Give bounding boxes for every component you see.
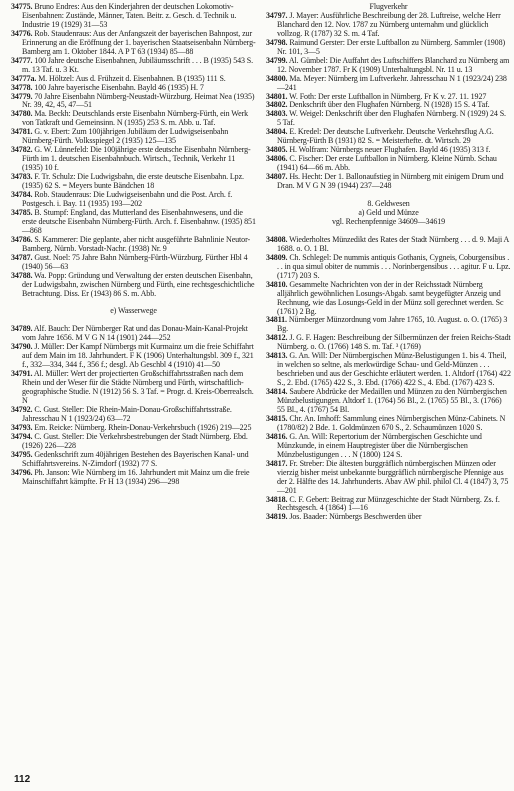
entry-number: 34780. xyxy=(11,109,33,119)
entry-text: Gesammelte Nachrichten von der in der Reichsstadt Nürnberg alljährlich gewöhnlichen Losungs-Abgab. samt beygefügter Anzeig und Rechnung, wie das Losungs-Geld in der Münz soll gerechnet werden. Sc (1761) 2 Bg. xyxy=(277,279,504,316)
entry-text: Al. Müller: Wert der projectierten Großschiffahrtsstraßen nach dem Rhein und der Weser für die Städte Nürnberg und Fürth, wirtschaftlich-geographische Studie. N (1912) 56 S. 3 Taf. = Progr. d. Kreis-Oberrealsch. N xyxy=(22,369,254,406)
entry-text: Hs. Hecht: Der 1. Ballonaufstieg in Nürnberg mit einigem Drum und Dran. M V G N 39 (1944) 237—248 xyxy=(277,172,504,191)
bibliography-entry xyxy=(266,334,511,352)
entry-text: Bruno Endres: Aus den Kinderjahren der deutschen Lokomotiv-Eisenbahnen: Zustände, Männer, Taten. Beitr. z. Gesch. d. Technik u. Industrie 19 (1929) 31—53 xyxy=(22,2,237,29)
entry-number: 34779. xyxy=(11,91,33,101)
bibliography-entry xyxy=(266,388,511,415)
entry-text: W. Foth: Der erste Luftballon in Nürnberg. Fr K v. 27. 11. 1927 xyxy=(289,91,487,101)
bibliography-entry xyxy=(11,146,256,173)
entry-text: J. Müller: Der Kampf Nürnbergs mit Kurmainz um die freie Schiffahrt auf dem Main im 18. Jahrhundert. F K (1906) Unterhaltungsbl. 309 f., 321 f., 332—334, 344 f., 356 f.; desgl. Ab Geschbl 4 (1910) 41—50 xyxy=(22,342,254,370)
bibliography-entry xyxy=(11,254,256,272)
entry-text: Gedenkschrift zum 40jährigen Bestehen des Bayerischen Kanal- und Schiffahrtsvereins. N-Zirndorf (1932) 77 S. xyxy=(22,449,249,468)
entry-number: 34811. xyxy=(266,315,287,325)
bibliography-entry xyxy=(11,173,256,191)
entry-number: 34792. xyxy=(11,404,33,414)
entry-text: S. Kammerer: Die geplante, aber nicht ausgeführte Bahnlinie Neutor-Bamberg. Nürnb. Vorstadt-Nachr. (1938) Nr. 9 xyxy=(22,234,251,253)
entry-text: Denkschrift über den Flughafen Nürnberg. N (1928) 15 S. 4 Taf. xyxy=(289,100,490,110)
section-heading-air-traffic: Flugverkehr xyxy=(369,2,408,11)
bibliography-entry xyxy=(266,12,511,39)
entry-text: F. Tr. Schulz: Die Ludwigsbahn, die erste deutsche Eisenbahn. Lpz. (1935) 62 S. = Meyers bunte Bändchen 18 xyxy=(22,172,244,191)
entry-number: 34781. xyxy=(11,127,33,137)
entry-number: 34812. xyxy=(266,333,288,343)
bibliography-entry xyxy=(266,513,511,522)
entry-number: 34814. xyxy=(266,387,288,397)
entry-number: 34788. xyxy=(11,270,33,280)
entry-text: G. An. Will: Der Nürnbergischen Münz-Belustigungen 1. bis 4. Theil, in welchen so seltne, als merkwürdige Schau- und Geld-Münzen . . . beschrieben und aus der Geschichte erläutert werden. 1. Altdorf (1764) 422 S., 2. Ebd. (1765) 422 S., 3. Ebd. (1766) 422 S., 4. Ebd. (1767) 423 S. xyxy=(277,351,511,388)
entry-text: Al. Gümbel: Die Auffahrt des Luftschiffers Blanchard zu Nürnberg am 12. November 1787. Fr K (1909) Unterhaltungsbl. Nr. 11 u. 13 xyxy=(277,55,510,74)
bibliography-entry xyxy=(11,406,256,424)
entry-number: 34794. xyxy=(11,431,33,441)
entry-number: 34819. xyxy=(266,512,288,522)
bibliography-entry xyxy=(11,191,256,209)
entry-text: G. W. Lünnefeld: Die 100jährige erste deutsche Eisenbahn Nürnberg-Fürth im 1. deutschen Eisenbahnbuch. Wirtsch., Technik, Verkehr 11 (1935) 10 f. xyxy=(22,145,251,173)
entry-text: Ph. Janson: Wie Nürnberg im 16. Jahrhundert mit Mainz um die freie Mainschiffahrt kämpfte. Fr H 13 (1934) 296—298 xyxy=(22,467,250,486)
entry-text: C. Fischer: Der erste Luftballon in Nürnberg. Kleine Nürnb. Schau (1941) 64—66 m. Abb. xyxy=(277,154,497,173)
entry-text: 70 Jahre Eisenbahn Nürnberg-Neustadt-Würzburg. Heimat Nea (1935) Nr. 39, 42, 45, 47—51 xyxy=(22,91,255,110)
entry-number: 34813. xyxy=(266,351,288,361)
entry-number: 34790. xyxy=(11,342,33,352)
entry-text: Jos. Baader: Nürnbergs Beschwerden über xyxy=(289,512,422,522)
bibliography-entry xyxy=(11,110,256,128)
bibliography-entry xyxy=(266,75,511,93)
entry-text: Saubere Abdrücke der Medaillen und Münzen zu den Nürnbergischen Münzbelustigungen. Altdorf 1. (1764) 56 Bl., 2. (1765) 55 Bl., 3. (1766) 55 Bl., 4. (1767) 54 Bl. xyxy=(277,387,507,414)
entry-number: 34801. xyxy=(266,91,288,101)
bibliography-entry xyxy=(11,3,256,30)
entry-number: 34783. xyxy=(11,172,33,182)
entry-text: Wiederholtes Münzedikt des Rates der Stadt Nürnberg . . . d. 9. Maji A 1688. o. O. 1 Bl. xyxy=(277,234,509,253)
bibliography-entry xyxy=(11,433,256,451)
bibliography-entry xyxy=(11,128,256,146)
entry-number: 34816. xyxy=(266,431,288,441)
bibliography-entry xyxy=(11,469,256,487)
entry-text: Ma. Meyer: Nürnberg im Luftverkehr. Jahresschau N 1 (1923/24) 238—241 xyxy=(277,73,507,92)
entry-number: 34796. xyxy=(11,467,33,477)
entry-number: 34797. xyxy=(266,10,288,20)
right-column xyxy=(266,3,511,522)
entry-number: 34805. xyxy=(266,145,288,155)
entry-number: 34810. xyxy=(266,279,288,289)
bibliography-entry xyxy=(266,173,511,191)
entry-text: Chr. An. Imhoff: Sammlung eines Nürnbergischen Münz-Cabinets. N (1780/82) 2 Bde. 1. Goldmünzen 670 S., 2. Schaumünzen 1020 S. xyxy=(277,413,506,432)
bibliography-entry xyxy=(266,57,511,75)
bibliography-entry xyxy=(266,254,511,281)
subsection-reference: vgl. Rechenpfennige 34609—34619 xyxy=(331,216,446,226)
entry-text: M. Höltzel: Aus d. Frühzeit d. Eisenbahnen. B (1935) 111 S. xyxy=(38,73,226,83)
bibliography-entry xyxy=(266,110,511,128)
entry-text: Em. Reicke: Nürnberg. Rhein-Donau-Verkehrsbuch (1926) 219—225 xyxy=(34,422,252,432)
entry-number: 34787. xyxy=(11,252,33,262)
entry-text: Rob. Staudenraus: Aus der Anfangszeit der bayerischen Bahnpost, zur Erinnerung an die Eröffnung der 1. bayerischen Staatseisenbahn Nürnberg-Bamberg am 1. Oktober 1844. A P T 63 (1934) 85—88 xyxy=(22,28,256,56)
page-number: 112 xyxy=(14,774,31,785)
bibliography-entry xyxy=(266,496,511,514)
bibliography-entry xyxy=(266,39,511,57)
entry-text: B. Stumpf: England, das Mutterland des Eisenbahnwesens, und die erste deutsche Eisenbahn Nürnberg-Fürth. Arch. f. Eisenbahnw. (1935) 851—868 xyxy=(22,207,256,235)
entry-number: 34795. xyxy=(11,449,33,459)
entry-number: 34777. xyxy=(11,55,33,65)
entry-number: 34786. xyxy=(11,234,33,244)
bibliography-entry xyxy=(266,415,511,433)
entry-number: 34802. xyxy=(266,100,288,110)
entry-text: Ch. Schlegel: De nummis antiquis Gothanis, Cygneis, Coburgensibus . . . in qua simul obiter de nummis . . . Norinbergensibus . . . agitur. F u. Lpz. (1717) 203 S. xyxy=(277,252,511,280)
bibliography-entry xyxy=(11,325,256,343)
entry-number: 34784. xyxy=(11,190,33,200)
bibliography-entry xyxy=(266,460,511,496)
subsection-subtitle: a) Geld und Münze xyxy=(358,207,419,217)
waterway-entries xyxy=(11,325,256,486)
railway-entries xyxy=(11,3,256,298)
section-heading-waterways: e) Wasserwege xyxy=(110,306,157,316)
bibliography-entry xyxy=(11,57,256,75)
entry-number: 34776. xyxy=(11,28,33,38)
coinage-entries xyxy=(266,236,511,523)
bibliography-entry xyxy=(11,370,256,406)
entry-number: 34799. xyxy=(266,55,288,65)
entry-number: 34815. xyxy=(266,413,288,423)
entry-text: J. G. F. Hagen: Beschreibung der Silbermünzen der freien Reichs-Stadt Nürnberg. o. O. (1766) 148 S. m. Taf. ³ (1769) xyxy=(277,333,511,352)
entry-number: 34785. xyxy=(11,207,33,217)
entry-text: C. Gust. Steller: Die Verkehrsbestrebungen der Stadt Nürnberg. Ebd. (1926) 226—228 xyxy=(22,431,248,450)
entry-text: E. Kredel: Der deutsche Luftverkehr. Deutsche Verkehrsflug A.G. Nürnberg-Fürth B (1931) 82 S. = Meisterhefte. dt. Wirtsch. 29 xyxy=(277,127,494,146)
bibliography-entry xyxy=(11,343,256,370)
entry-text: Rob. Staudenraus: Die Ludwigseisenbahn und die Post. Arch. f. Postgesch. i. Bay. 11 (1935) 193—202 xyxy=(22,190,233,208)
bibliography-entry xyxy=(11,93,256,111)
entry-text: Gust. Noel: 75 Jahre Bahn Nürnberg-Fürth-Würzburg. Fürther Hbl 4 (1940) 56—63 xyxy=(22,252,248,271)
left-column xyxy=(11,3,256,487)
bibliography-entry xyxy=(266,352,511,388)
entry-number: 34818. xyxy=(266,494,288,504)
entry-number: 34775. xyxy=(11,2,33,11)
entry-number: 34800. xyxy=(266,73,288,83)
entry-text: Ma. Beckh: Deutschlands erste Eisenbahn Nürnberg-Fürth, ein Werk von Tatkraft und Gemeinsinn. N (1935) 253 S. m. Abb. u. Taf. xyxy=(22,109,249,128)
entry-number: 34807. xyxy=(266,172,288,182)
bibliography-entry xyxy=(266,433,511,460)
entry-text: G. v. Ebert: Zum 100jährigen Jubiläum der Ludwigseisenbahn Nürnberg-Fürth. Volksspiegel 2 (1935) 125—135 xyxy=(22,127,229,146)
bibliography-entry xyxy=(266,155,511,173)
entry-number: 34806. xyxy=(266,154,288,164)
entry-text: Raimund Gerster: Der erste Luftballon zu Nürnberg. Sammler (1908) Nr. 101, 3—5 xyxy=(277,37,506,56)
entry-number: 34817. xyxy=(266,458,288,468)
bibliography-entry xyxy=(266,128,511,146)
entry-number: 34793. xyxy=(11,422,33,432)
entry-number: 34777a. xyxy=(11,73,37,83)
entry-number: 34808. xyxy=(266,234,288,244)
bibliography-entry xyxy=(11,236,256,254)
entry-number: 34803. xyxy=(266,109,288,119)
entry-text: Alf. Bauch: Der Nürnberger Rat und das Donau-Main-Kanal-Projekt vom Jahre 1656. M V G N 14 (1901) 244—252 xyxy=(22,324,248,343)
entry-number: 34778. xyxy=(11,82,33,92)
bibliography-entry xyxy=(11,209,256,236)
entry-text: 100 Jahre bayerische Eisenbahn. Bayld 46 (1935) H. 7 xyxy=(34,82,204,92)
entry-number: 34798. xyxy=(266,37,288,47)
entry-number: 34804. xyxy=(266,127,288,137)
entry-text: Nürnberger Münzordnung vom Jahre 1765, 10. August. o. O. (1765) 3 Bg. xyxy=(277,315,508,334)
bibliography-entry xyxy=(11,30,256,57)
subsection-title: 8. Geldwesen xyxy=(367,199,410,209)
entry-text: J. Mayer: Ausführliche Beschreibung der 28. Luftreise, welche Herr Blanchard den 12. Nov. 1787 zu Nürnberg unternahm und glücklich vollzog. R (1787) 32 S. m. 4 Taf. xyxy=(277,10,501,38)
entry-number: 34791. xyxy=(11,369,33,379)
entry-text: C. F. Gebert: Beitrag zur Münzgeschichte der Stadt Nürnberg. Zs. f. Rechtsgesch. 4 (1864) 1—16 xyxy=(277,494,500,513)
entry-number: 34782. xyxy=(11,145,33,155)
bibliography-entry xyxy=(266,316,511,334)
entry-text: C. Gust. Steller: Die Rhein-Main-Donau-Großschiffahrtsstraße. Jahresschau N 1 (1923/24) 63—72 xyxy=(22,404,232,423)
bibliography-entry xyxy=(11,451,256,469)
entry-text: 100 Jahre deutsche Eisenbahnen, Jubiläumsschrift . . . B (1935) 543 S. m. 13 Taf. u. 3 Kt. xyxy=(22,55,254,74)
entry-number: 34809. xyxy=(266,252,288,262)
entry-number: 34789. xyxy=(11,324,33,334)
entry-text: Fr. Streber: Die ältesten burggräflich nürnbergischen Münzen oder vierzig bisher meist unbekannte burggräflich nürnbergische Pfennige aus der 2. Hälfte des 14. Jahrhunderts. Abav AW phil. philol Cl. 4 (1847) 3, 75—201 xyxy=(277,458,509,495)
entry-text: G. An. Will: Repertorium der Nürnbergischen Geschichte und Münzkunde, in einem Hauptregister über die Nürnbergischen Münzbelustigungen . . . N (1800) 124 S. xyxy=(277,431,482,459)
entry-text: H. Wolfram: Nürnbergs neuer Flughafen. Bayld 46 (1935) 313 f. xyxy=(289,145,491,155)
bibliography-entry xyxy=(11,272,256,299)
entry-text: Wa. Popp: Gründung und Verwaltung der ersten deutschen Eisenbahn, der Ludwigsbahn, zwischen Nürnberg und Fürth, eine rechtsgeschichtliche Betrachtung. Diss. Er (1943) 86 S. m. Abb. xyxy=(22,270,255,298)
air-traffic-entries xyxy=(266,12,511,191)
entry-text: W. Weigel: Denkschrift über den Flughafen Nürnberg. N (1929) 24 S. 5 Taf. xyxy=(277,109,506,128)
bibliography-entry xyxy=(266,236,511,254)
bibliography-entry xyxy=(266,281,511,317)
